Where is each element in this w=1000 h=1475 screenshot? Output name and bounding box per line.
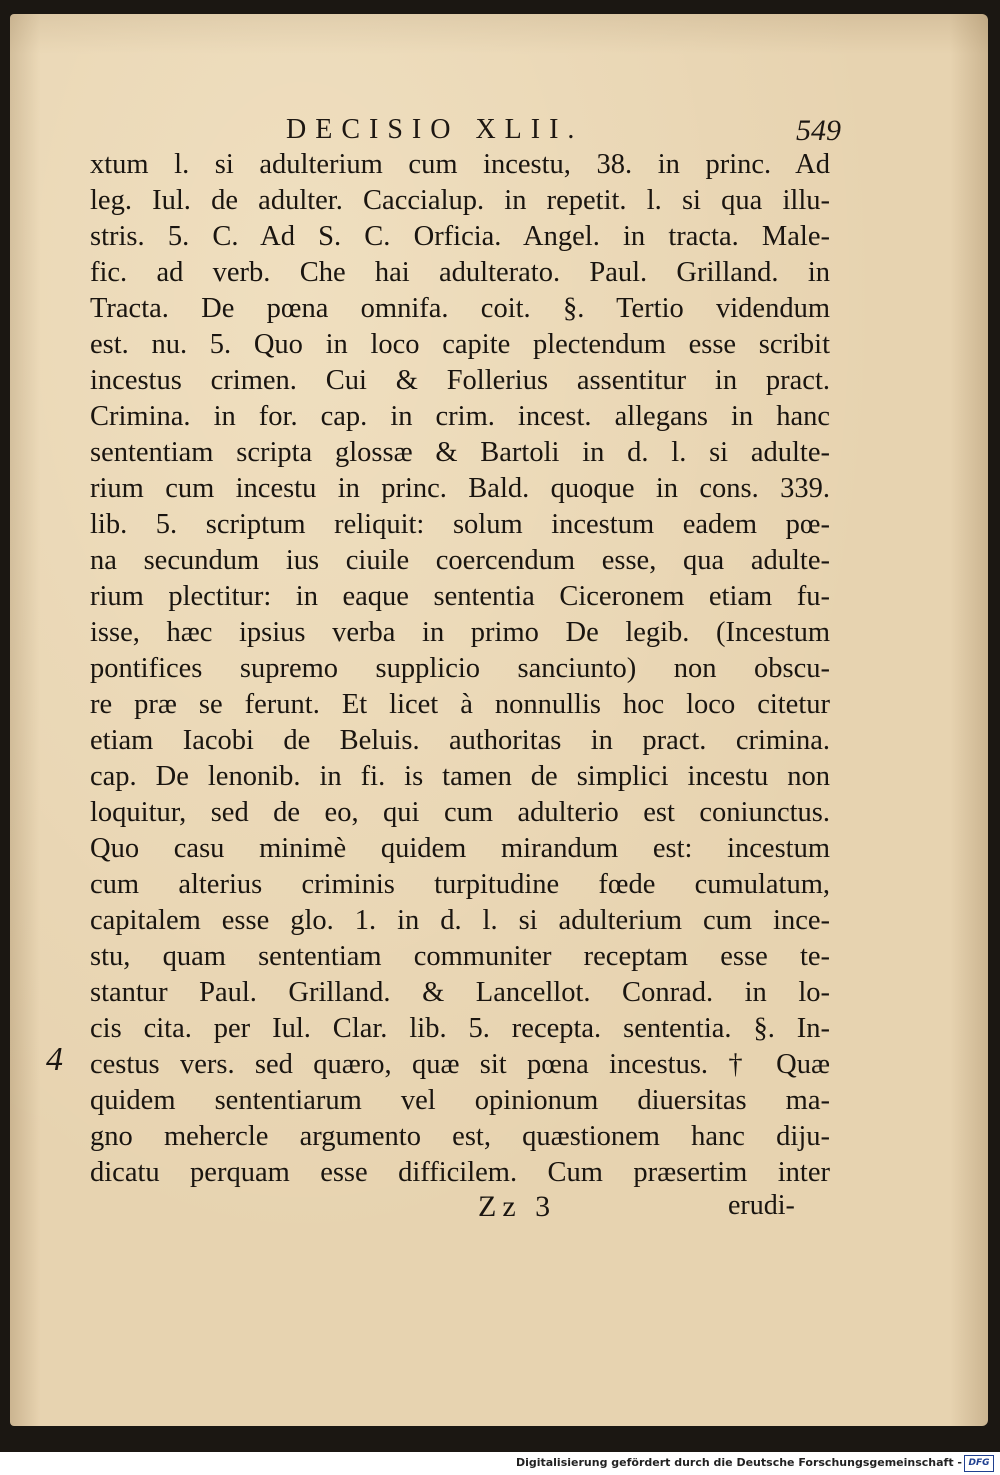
text-line: Quo casu minimè quidem mirandum est: incestum <box>90 833 830 864</box>
text-line: pontifices supremo supplicio sanciunto) non obscu- <box>90 653 830 684</box>
text-line: stu, quam sententiam communiter receptam esse te- <box>90 941 830 972</box>
text-line: gno mehercle argumento est, quæstionem hanc diju- <box>90 1121 830 1152</box>
funding-credit: Digitalisierung gefördert durch die Deutsche Forschungsgemeinschaft - <box>515 1456 962 1469</box>
text-line: cis cita. per Iul. Clar. lib. 5. recepta. sententia. §. In- <box>90 1013 830 1044</box>
running-head: DECISIO XLII. <box>286 114 584 145</box>
dfg-logo: DFG <box>964 1455 994 1472</box>
text-line: rium plectitur: in eaque sententia Ciceronem etiam fu- <box>90 581 830 612</box>
text-line: lib. 5. scriptum reliquit: solum incestum eadem pœ- <box>90 509 830 540</box>
text-line: rium cum incestu in princ. Bald. quoque in cons. 339. <box>90 473 830 504</box>
text-line: sententiam scripta glossæ & Bartoli in d. l. si adulte- <box>90 437 830 468</box>
signature-mark: Zz 3 <box>478 1190 557 1223</box>
text-line: cum alterius criminis turpitudine fœde cumulatum, <box>90 869 830 900</box>
text-line: etiam Iacobi de Beluis. authoritas in pract. crimina. <box>90 725 830 756</box>
text-line: Crimina. in for. cap. in crim. incest. allegans in hanc <box>90 401 830 432</box>
body-text <box>90 147 830 1191</box>
text-line: na secundum ius ciuile coercendum esse, qua adulte- <box>90 545 830 576</box>
text-line: quidem sententiarum vel opinionum diuersitas ma- <box>90 1085 830 1116</box>
text-line: re præ se ferunt. Et licet à nonnullis hoc loco citetur <box>90 689 830 720</box>
page-number: 549 <box>796 114 841 147</box>
text-line: fic. ad verb. Che hai adulterato. Paul. Grilland. in <box>90 257 830 288</box>
text-line: cap. De lenonib. in fi. is tamen de simplici incestu non <box>90 761 830 792</box>
text-line: xtum l. si adulterium cum incestu, 38. in princ. Ad <box>90 149 830 180</box>
footer-bar <box>0 1452 1000 1475</box>
text-line: isse, hæc ipsius verba in primo De legib. (Incestum <box>90 617 830 648</box>
margin-note: 4 <box>46 1041 63 1078</box>
text-line: dicatu perquam esse difficilem. Cum præsertim inter <box>90 1157 830 1188</box>
text-line: capitalem esse glo. 1. in d. l. si adulterium cum ince- <box>90 905 830 936</box>
catchword: erudi- <box>728 1190 795 1221</box>
text-line: est. nu. 5. Quo in loco capite plectendum esse scribit <box>90 329 830 360</box>
text-line: leg. Iul. de adulter. Caccialup. in repetit. l. si qua illu- <box>90 185 830 216</box>
text-line: Tracta. De pœna omnifa. coit. §. Tertio videndum <box>90 293 830 324</box>
text-line: incestus crimen. Cui & Follerius assentitur in pract. <box>90 365 830 396</box>
text-line: stris. 5. C. Ad S. C. Orficia. Angel. in tracta. Male- <box>90 221 830 252</box>
text-line: loquitur, sed de eo, qui cum adulterio est coniunctus. <box>90 797 830 828</box>
text-line: stantur Paul. Grilland. & Lancellot. Conrad. in lo- <box>90 977 830 1008</box>
text-line: cestus vers. sed quæro, quæ sit pœna incestus. † Quæ <box>90 1049 830 1080</box>
